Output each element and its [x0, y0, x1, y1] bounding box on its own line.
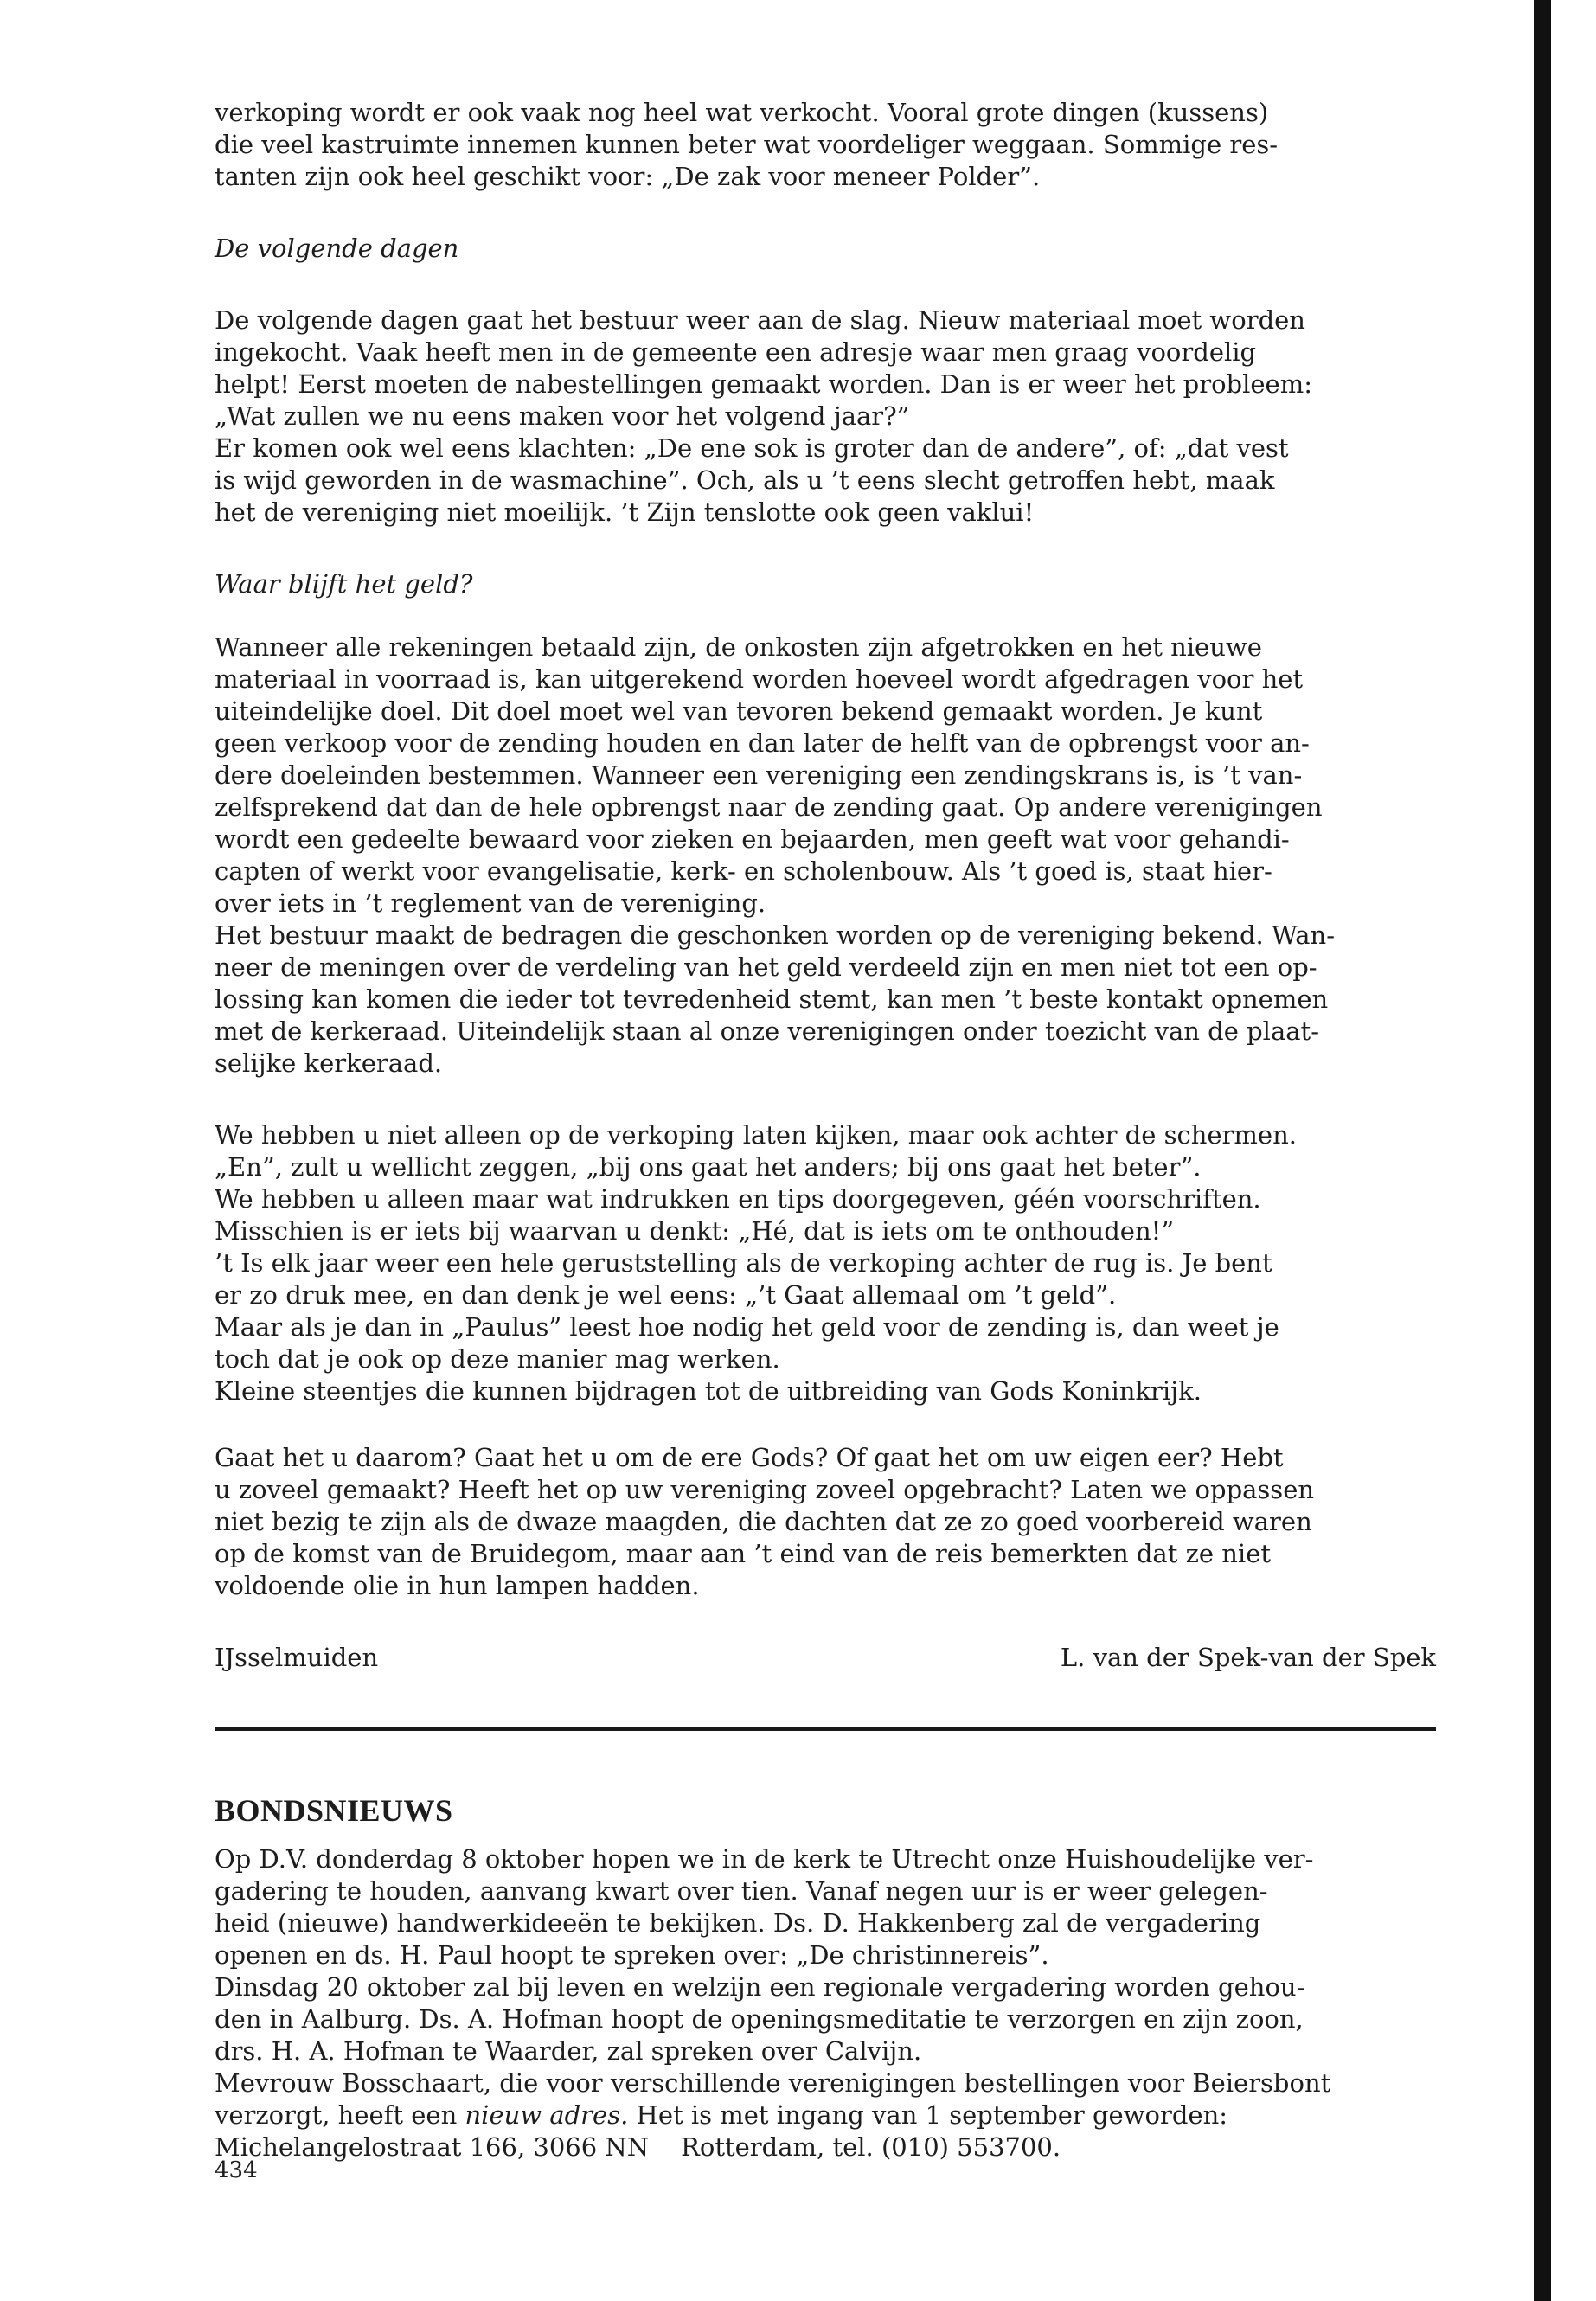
- text-line: We hebben u alleen maar wat indrukken en tips doorgegeven, géén voorschriften.: [215, 1184, 1261, 1214]
- paragraph-achter-de-schermen: [215, 1119, 1436, 1407]
- text-line: den in Aalburg. Ds. A. Hofman hoopt de openingsmeditatie te verzorgen en zijn zoon,: [215, 2004, 1304, 2034]
- text-line: Dinsdag 20 oktober zal bij leven en welzijn een regionale vergadering worden gehou-: [215, 1972, 1305, 2002]
- text-line: op de komst van de Bruidegom, maar aan ’t eind van de reis bemerkten dat ze niet: [215, 1539, 1272, 1568]
- text-line: ’t Is elk jaar weer een hele geruststelling als de verkoping achter de rug is. Je bent: [215, 1248, 1272, 1278]
- text-line: over iets in ’t reglement van de vereniging.: [215, 888, 766, 918]
- text-line: tanten zijn ook heel geschikt voor: „De zak voor meneer Polder”.: [215, 162, 1041, 191]
- text-line: u zoveel gemaakt? Heeft het op uw vereniging zoveel opgebracht? Laten we oppassen: [215, 1475, 1315, 1504]
- paragraph-bondsnieuws: [215, 1843, 1436, 2163]
- text-line: toch dat je ook op deze manier mag werken.: [215, 1344, 780, 1374]
- text-line: gadering te houden, aanvang kwart over tien. Vanaf negen uur is er weer gelegen-: [215, 1876, 1268, 1906]
- text-line: Op D.V. donderdag 8 oktober hopen we in de kerk te Utrecht onze Huishoudelijke ver-: [215, 1844, 1314, 1874]
- text-line: Wanneer alle rekeningen betaald zijn, de onkosten zijn afgetrokken en het nieuwe: [215, 632, 1262, 662]
- section-heading-waar-blijft-het-geld: Waar blijft het geld?: [215, 569, 473, 599]
- text-line: er zo druk mee, en dan denk je wel eens: „’t Gaat allemaal om ’t geld”.: [215, 1280, 1117, 1310]
- text-line: het de vereniging niet moeilijk. ’t Zijn tenslotte ook geen vaklui!: [215, 497, 1035, 527]
- text-line: selijke kerkeraad.: [215, 1048, 443, 1078]
- text-line: Er komen ook wel eens klachten: „De ene sok is groter dan de andere”, of: „dat vest: [215, 433, 1289, 463]
- paragraph-ere-gods: [215, 1442, 1436, 1602]
- section-heading-volgende-dagen: De volgende dagen: [215, 234, 459, 263]
- text-line: uiteindelijke doel. Dit doel moet wel van tevoren bekend gemaakt worden. Je kunt: [215, 696, 1263, 726]
- text-line: verkoping wordt er ook vaak nog heel wat verkocht. Vooral grote dingen (kussens): [215, 98, 1269, 127]
- text-line: [215, 2099, 1436, 2131]
- text-line: wordt een gedeelte bewaard voor zieken en bejaarden, men geeft wat voor gehandi-: [215, 824, 1290, 854]
- section-divider: [215, 1727, 1436, 1731]
- text-fragment: Het is met ingang van 1 september geworden:: [628, 2100, 1228, 2130]
- text-line: helpt! Eerst moeten de nabestellingen gemaakt worden. Dan is er weer het probleem:: [215, 369, 1312, 399]
- text-line: We hebben u niet alleen op de verkoping laten kijken, maar ook achter de schermen.: [215, 1120, 1297, 1150]
- text-line: niet bezig te zijn als de dwaze maagden, die dachten dat ze zo goed voorbereid waren: [215, 1507, 1312, 1536]
- intro-paragraph: [215, 97, 1436, 193]
- text-line: voldoende olie in hun lampen hadden.: [215, 1571, 700, 1600]
- paragraph-waar-blijft-het-geld: [215, 631, 1436, 1080]
- text-line: Kleine steentjes die kunnen bijdragen tot de uitbreiding van Gods Koninkrijk.: [215, 1376, 1202, 1406]
- text-line: Gaat het u daarom? Gaat het u om de ere Gods? Of gaat het om uw eigen eer? Hebt: [215, 1443, 1284, 1472]
- text-line: drs. H. A. Hofman te Waarder, zal spreken over Calvijn.: [215, 2036, 922, 2066]
- text-line: zelfsprekend dat dan de hele opbrengst naar de zending gaat. Op andere verenigingen: [215, 792, 1323, 822]
- text-line: dere doeleinden bestemmen. Wanneer een vereniging een zendingskrans is, is ’t van-: [215, 760, 1303, 790]
- text-line: heid (nieuwe) handwerkideeën te bekijken. Ds. D. Hakkenberg zal de vergadering: [215, 1908, 1261, 1938]
- text-line: „En”, zult u wellicht zeggen, „bij ons gaat het anders; bij ons gaat het beter”.: [215, 1152, 1202, 1182]
- text-line: „Wat zullen we nu eens maken voor het volgend jaar?”: [215, 401, 910, 431]
- text-line: neer de meningen over de verdeling van het geld verdeeld zijn en men niet tot een op-: [215, 952, 1317, 982]
- text-line: ingekocht. Vaak heeft men in de gemeente een adresje waar men graag voordelig: [215, 337, 1257, 367]
- text-line: openen en ds. H. Paul hoopt te spreken over: „De christinnereis”.: [215, 1940, 1049, 1970]
- text-line: De volgende dagen gaat het bestuur weer aan de slag. Nieuw materiaal moet worden: [215, 305, 1305, 335]
- text-line: Mevrouw Bosschaart, die voor verschillende verenigingen bestellingen voor Beiersbont: [215, 2068, 1331, 2098]
- signature-place: IJsselmuiden: [215, 1643, 379, 1672]
- text-line: is wijd geworden in de wasmachine”. Och, als u ’t eens slecht getroffen hebt, maak: [215, 465, 1275, 495]
- document-page: [215, 97, 1436, 2163]
- text-line: Maar als je dan in „Paulus” leest hoe nodig het geld voor de zending is, dan weet je: [215, 1312, 1279, 1342]
- page-edge-bar: [1534, 0, 1551, 2301]
- paragraph-volgende-dagen: [215, 304, 1436, 529]
- text-line: met de kerkeraad. Uiteindelijk staan al onze verenigingen onder toezicht van de plaat-: [215, 1016, 1319, 1046]
- page-number: 434: [215, 2157, 258, 2183]
- text-line: die veel kastruimte innemen kunnen beter wat voordeliger weggaan. Sommige res-: [215, 130, 1279, 159]
- text-line: geen verkoop voor de zending houden en dan later de helft van de opbrengst voor an-: [215, 728, 1310, 758]
- text-line: lossing kan komen die ieder tot tevredenheid stemt, kan men ’t beste kontakt opnemen: [215, 984, 1329, 1014]
- text-line: Misschien is er iets bij waarvan u denkt: „Hé, dat is iets om te onthouden!”: [215, 1216, 1175, 1246]
- text-line: capten of werkt voor evangelisatie, kerk- en scholenbouw. Als ’t goed is, staat hier-: [215, 856, 1272, 886]
- text-line: Het bestuur maakt de bedragen die geschonken worden op de vereniging bekend. Wan-: [215, 920, 1336, 950]
- bondsnieuws-title: BONDSNIEUWS: [215, 1793, 453, 1828]
- text-line: materiaal in voorraad is, kan uitgerekend worden hoeveel wordt afgedragen voor het: [215, 664, 1304, 694]
- emphasis-new-address: nieuw adres.: [465, 2100, 629, 2130]
- text-fragment: verzorgt, heeft een: [215, 2100, 465, 2130]
- signature-author: L. van der Spek-van der Spek: [1060, 1643, 1436, 1672]
- address-line: Michelangelostraat 166, 3066 NN Rotterdam, tel. (010) 553700.: [215, 2132, 1061, 2162]
- signature-row: [215, 1642, 1436, 1674]
